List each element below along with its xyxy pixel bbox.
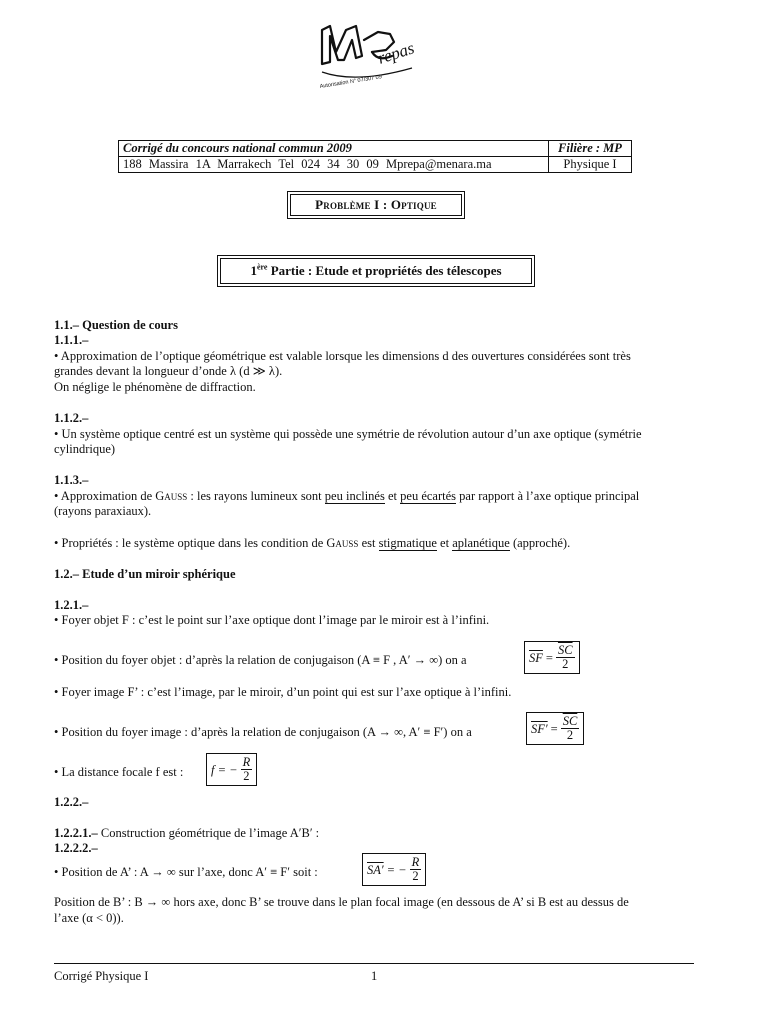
header-filiere: Filière : MP: [548, 141, 631, 157]
paragraph-line: grandes devant la longueur d’onde λ (d ≫ λ).: [54, 364, 283, 378]
text: et: [384, 489, 401, 503]
formula-lhs: f = −: [211, 762, 238, 777]
underlined-term: stigmatique: [378, 536, 437, 550]
header-subject: Physique I: [548, 157, 631, 173]
subsection-heading: 1.2.2.–: [54, 795, 89, 809]
paragraph-line: • Foyer image F’ : c’est l’image, par le miroir, d’un point qui est sur l’axe optique à l’infini.: [54, 685, 512, 699]
underlined-term: peu inclinés: [324, 489, 385, 503]
section-heading: 1.1.– Question de cours: [54, 318, 178, 332]
subsection-heading: 1.2.1.–: [54, 598, 89, 612]
text: : les rayons lumineux sont: [187, 489, 325, 503]
fraction-numerator: R: [411, 855, 420, 869]
paragraph-line: • Foyer objet F : c’est le point sur l’axe optique dont l’image par le miroir est à l’infini.: [54, 613, 490, 627]
paragraph-line: (rayons paraxiaux).: [54, 504, 152, 518]
part-title-box: [217, 255, 535, 287]
fraction-denominator: 2: [566, 728, 574, 742]
text: • Approximation de: [54, 489, 156, 503]
paragraph-line: • Position de A’ : A → ∞ sur l’axe, donc A′ ≡ F′ soit :: [54, 865, 318, 879]
underlined-term: peu écartés: [400, 489, 457, 503]
fraction-denominator: 2: [562, 657, 569, 671]
fraction-denominator: 2: [243, 769, 250, 783]
formula-box: [362, 853, 426, 886]
svg-text:Autorisation N° 07/307 09: Autorisation N° 07/307 09: [319, 74, 383, 90]
equals-sign: =: [550, 721, 558, 736]
subsection-heading: 1.1.3.–: [54, 473, 89, 487]
part-number: 1: [250, 263, 257, 278]
paragraph-line: Position de B’ : B → ∞ hors axe, donc B’ se trouve dans le plan focal image (en dessous de A’ si B est au dessus de: [54, 895, 629, 909]
formula-box: [206, 753, 257, 786]
part-title-text: Partie : Etude et propriétés des télescopes: [267, 263, 502, 278]
header-table: [118, 140, 632, 173]
text: • Propriétés : le système optique dans les condition de: [54, 536, 327, 550]
text: par rapport à l’axe optique principal: [456, 489, 640, 503]
paragraph-line: • Position du foyer image : d’après la relation de conjugaison (A → ∞, A′ ≡ F′) on a: [54, 725, 472, 739]
svg-text:repas: repas: [375, 38, 417, 68]
fraction-numerator: R: [242, 755, 251, 769]
text: est: [358, 536, 379, 550]
paragraph-line: cylindrique): [54, 442, 116, 456]
page-number: 1: [371, 969, 378, 983]
footer-rule: [54, 963, 694, 964]
paragraph-line: [54, 825, 319, 841]
underlined-term: aplanétique: [452, 536, 510, 550]
paragraph-line: • Un système optique centré est un système qui possède une symétrie de révolution autour d’un axe optique (symétrie: [54, 427, 642, 441]
mprepas-logo: [316, 22, 428, 96]
formula-lhs: SA′: [367, 862, 384, 877]
formula-lhs: SF′: [531, 721, 548, 736]
header-title: Corrigé du concours national commun 2009: [119, 141, 549, 157]
formula-box: [526, 712, 584, 745]
subsection-heading: 1.1.1.–: [54, 333, 89, 347]
paragraph-line: On néglige le phénomène de diffraction.: [54, 380, 256, 394]
fraction-denominator: 2: [412, 869, 419, 883]
header-address: 188 Massira 1A Marrakech Tel 024 34 30 09 Mprepa@menara.ma: [119, 157, 549, 173]
footer-left: Corrigé Physique I: [54, 969, 149, 983]
fraction: [561, 715, 580, 742]
subsection-heading: 1.2.2.2.–: [54, 841, 98, 855]
fraction: [410, 856, 422, 883]
fraction-numerator: $\overline{SC}$: [557, 643, 573, 657]
fraction: [556, 644, 575, 671]
fraction-numerator: $\overline{SC}$: [562, 714, 578, 728]
paragraph-line: l’axe (α < 0)).: [54, 911, 124, 925]
paragraph-line: • Position du foyer objet : d’après la relation de conjugaison (A ≡ F , A′ → ∞) on a: [54, 653, 467, 667]
text: et: [436, 536, 453, 550]
equals-sign: =: [545, 650, 553, 665]
paragraph-line: [54, 488, 639, 504]
paragraph-line: [54, 535, 570, 551]
paragraph-line: • La distance focale f est :: [54, 765, 184, 779]
part-number-suffix: ère: [256, 262, 268, 272]
paragraph-line: • Approximation de l’optique géométrique est valable lorsque les dimensions d des ouvertures considérées sont très: [54, 349, 631, 363]
name-gauss: Gauss: [155, 489, 188, 503]
text: (approché).: [509, 536, 571, 550]
subsection-number: 1.2.2.1.–: [54, 826, 98, 840]
problem-title: Problème I : Optique: [290, 194, 462, 216]
text: Construction géométrique de l’image A′B′ :: [97, 826, 320, 840]
formula-box: [524, 641, 580, 674]
part-title: [220, 258, 532, 284]
name-gauss: Gauss: [326, 536, 359, 550]
subsection-heading: 1.1.2.–: [54, 411, 89, 425]
formula-operator: = −: [386, 862, 407, 877]
problem-title-box: [287, 191, 465, 219]
section-heading: 1.2.– Etude d’un miroir sphérique: [54, 567, 236, 581]
formula-lhs: $\overline{SF}$: [529, 650, 543, 665]
fraction: [241, 756, 253, 783]
